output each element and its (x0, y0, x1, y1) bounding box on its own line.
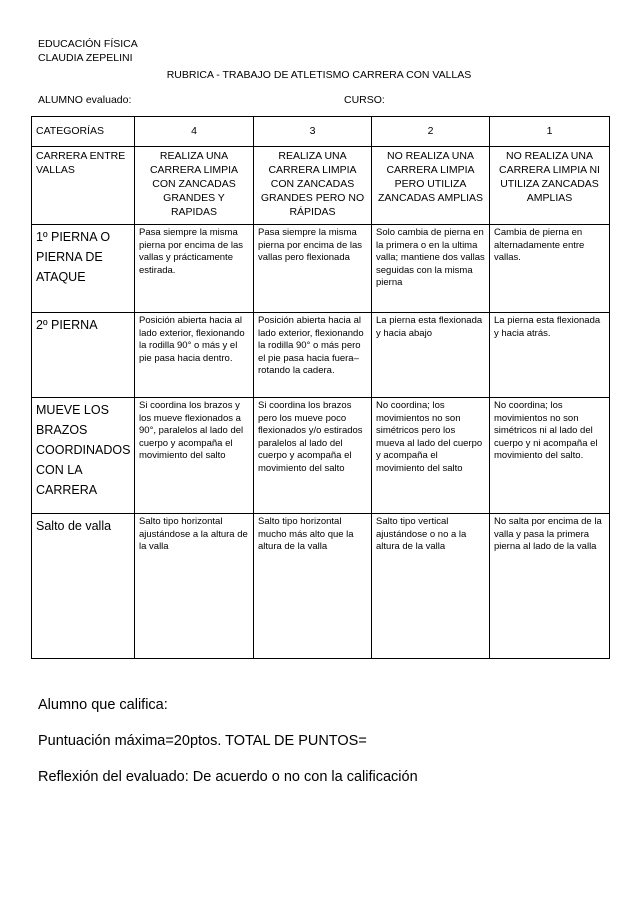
column-header: 1 (490, 117, 610, 147)
criteria-cell: Si coordina los brazos pero los mueve poco flexionados y/o estirados paralelos al lado del cuerpo y acompaña el movimiento del salto (254, 398, 372, 514)
criteria-cell: La pierna esta flexionada y hacia atrás. (490, 313, 610, 398)
student-label: ALUMNO evaluado: (38, 94, 132, 106)
criteria-cell: Salto tipo horizontal ajustándose a la altura de la valla (135, 514, 254, 659)
table-row (32, 225, 610, 313)
criteria-cell: REALIZA UNA CARRERA LIMPIA CON ZANCADAS GRANDES Y RAPIDAS (135, 147, 254, 225)
table-row (32, 313, 610, 398)
criteria-cell: Posición abierta hacia al lado exterior, flexionando la rodilla 90° o más pero el pie pasa hacia fuera– rotando la cadera. (254, 313, 372, 398)
category-cell: CARRERA ENTRE VALLAS (32, 147, 135, 225)
criteria-cell: Pasa siempre la misma pierna por encima de las vallas y prácticamente estirada. (135, 225, 254, 313)
criteria-cell: Posición abierta hacia al lado exterior, flexionando la rodilla 90° o más y el pie pasa hacia dentro. (135, 313, 254, 398)
rubric-table (31, 116, 610, 659)
criteria-cell: No salta por encima de la valla y pasa la primera pierna al lado de la valla (490, 514, 610, 659)
category-cell: 2º PIERNA (32, 313, 135, 398)
column-header: 2 (372, 117, 490, 147)
criteria-cell: Solo cambia de pierna en la primera o en la ultima valla; mantiene dos vallas seguidas con la misma pierna (372, 225, 490, 313)
table-header-row (32, 117, 610, 147)
column-header: 4 (135, 117, 254, 147)
criteria-cell: REALIZA UNA CARRERA LIMPIA CON ZANCADAS GRANDES PERO NO RÁPIDAS (254, 147, 372, 225)
teacher-name: CLAUDIA ZEPELINI (38, 52, 133, 64)
score-label: Puntuación máxima=20ptos. TOTAL DE PUNTOS= (38, 733, 367, 749)
criteria-cell: Si coordina los brazos y los mueve flexionados a 90°, paralelos al lado del cuerpo y acompaña el movimiento del salto (135, 398, 254, 514)
column-header: CATEGORÍAS (32, 117, 135, 147)
criteria-cell: Pasa siempre la misma pierna por encima de las vallas pero flexionada (254, 225, 372, 313)
criteria-cell: La pierna esta flexionada y hacia abajo (372, 313, 490, 398)
criteria-cell: Salto tipo horizontal mucho más alto que la altura de la valla (254, 514, 372, 659)
table-row (32, 514, 610, 659)
table-row (32, 398, 610, 514)
category-cell: 1º PIERNA O PIERNA DE ATAQUE (32, 225, 135, 313)
category-cell: Salto de valla (32, 514, 135, 659)
column-header: 3 (254, 117, 372, 147)
course-label: CURSO: (344, 94, 385, 106)
criteria-cell: NO REALIZA UNA CARRERA LIMPIA PERO UTILIZA ZANCADAS AMPLIAS (372, 147, 490, 225)
criteria-cell: No coordina; los movimientos no son simétricos ni al lado del cuerpo y ni acompaña el movimiento del salto. (490, 398, 610, 514)
criteria-cell: No coordina; los movimientos no son simétricos pero los mueva al lado del cuerpo y acompaña el movimiento del salto (372, 398, 490, 514)
criteria-cell: NO REALIZA UNA CARRERA LIMPIA NI UTILIZA ZANCADAS AMPLIAS (490, 147, 610, 225)
category-cell: MUEVE LOS BRAZOS COORDINADOS CON LA CARRERA (32, 398, 135, 514)
criteria-cell: Salto tipo vertical ajustándose o no a la altura de la valla (372, 514, 490, 659)
document-title: RUBRICA - TRABAJO DE ATLETISMO CARRERA CON VALLAS (166, 69, 472, 81)
grader-label: Alumno que califica: (38, 697, 168, 713)
table-row (32, 147, 610, 225)
criteria-cell: Cambia de pierna en alternadamente entre vallas. (490, 225, 610, 313)
reflection-label: Reflexión del evaluado: De acuerdo o no con la calificación (38, 769, 418, 785)
subject-label: EDUCACIÓN FÍSICA (38, 38, 138, 50)
